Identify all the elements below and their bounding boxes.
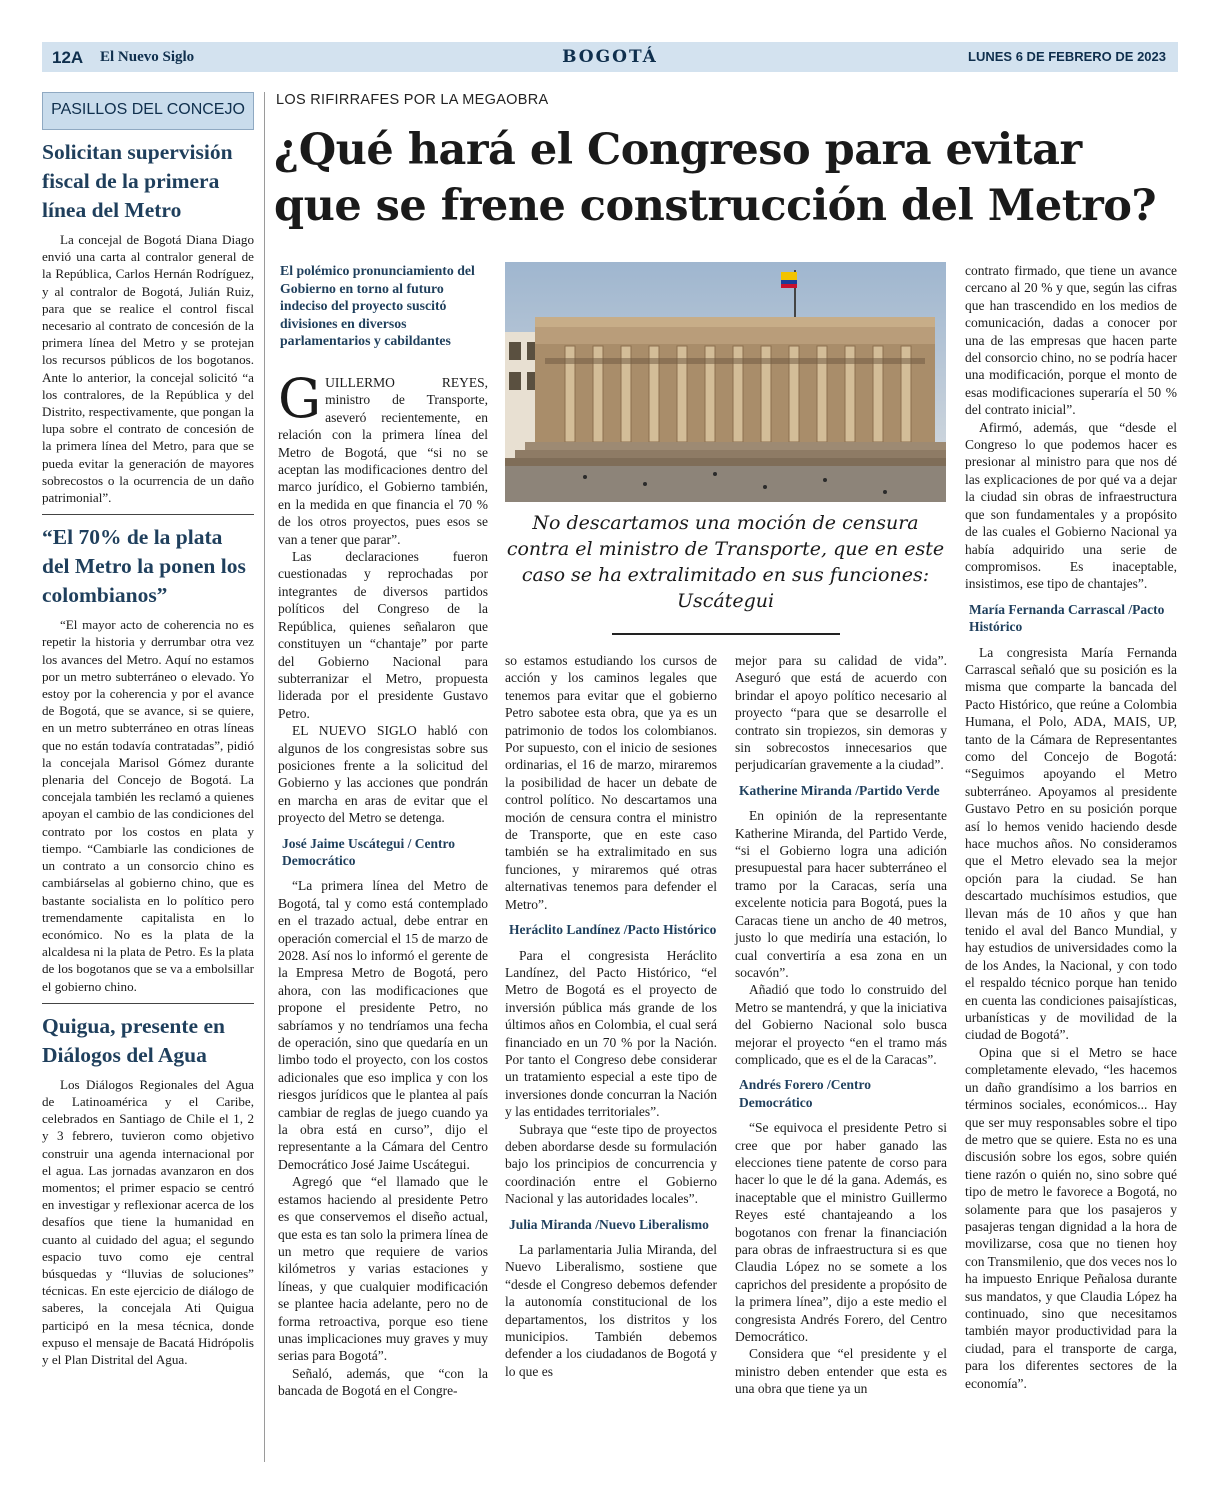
sidebar-body: La concejal de Bogotá Diana Diago envió una carta al contralor general de la República, Carlos Hernán Rodríguez, y al contralor de Bogotá, Julián Ruiz, para que se realice el control fiscal necesario al contrato de concesión de la primera línea del Metro y se protejan los recursos públicos de los bogotanos. Ante lo anterior, la concejal solicitó “a los contralores, de la República y del Distrito, respectivamente, que pongan la lupa sobre el contrato de concesión de la primera línea del Metro, para que se pueda evitar la generación de mayores sobrecostos o la ocurrencia de un daño patrimonial”. bbox=[42, 232, 254, 506]
sidebar-tag: PASILLOS DEL CONCEJO bbox=[42, 92, 254, 130]
paragraph: Señaló, además, que “con la bancada de Bogotá en el Congre- bbox=[278, 1365, 488, 1399]
capitolio-photo bbox=[505, 262, 946, 502]
subhead: María Fernanda Carrascal /Pacto Histórico bbox=[969, 601, 1165, 635]
article-column-4 bbox=[965, 262, 1177, 1392]
sidebar bbox=[42, 92, 254, 1368]
paper-name: El Nuevo Siglo bbox=[100, 49, 195, 65]
paragraph: La parlamentaria Julia Miranda, del Nuevo Liberalismo, sostiene que “desde el Congreso debemos defender la autonomía constitucional de los departamentos, los distritos y los municipios. También debemos defender a los ciudadanos de Bogotá y lo que es bbox=[505, 1242, 717, 1379]
paragraph: so estamos estudiando los cursos de acción y los caminos legales que tenemos para evitar que el gobierno Petro sabotee esta obra, que ya es un patrimonio de todos los colombianos. Por supuesto, con el inicio de sesiones ordinarias, el 16 de marzo, miraremos la posibilidad de hacer un debate de control político. No descartamos una moción de censura contra el ministro de Transporte, que en este caso también se ha extralimitado en sus funciones, y miraremos qué otras alternativas tenemos para defender el Metro”. bbox=[505, 653, 717, 912]
paragraph: Las declaraciones fueron cuestionadas y reprochadas por integrantes de diversos partidos políticos del Congreso de la República, quienes señalaron que constituyen un “chantaje” por parte del Gobierno Nacional para subterranizar el Metro, propuesta liderada por el presidente Gustavo Petro. bbox=[278, 549, 488, 721]
sidebar-divider bbox=[42, 1003, 254, 1004]
article-deck: El polémico pronunciamiento del Gobierno en torno al futuro indeciso del proyecto suscitó divisiones en diversos parlamentarios y cabildantes bbox=[280, 263, 475, 348]
subhead: José Jaime Uscátegui / Centro Democrático bbox=[282, 835, 455, 868]
paragraph: contrato firmado, que tiene un avance cercano al 20 % y que, según las cifras que han trascendido en los medios de comunicación, dadas a conocer por una de las empresas que hacen parte del consorcio chino, no se podría hacer una modificación, porque el monto de esas modificaciones superaría el 50 % del contrato inicial”. bbox=[965, 263, 1177, 418]
pull-quote-rule bbox=[612, 633, 840, 635]
subhead: Andrés Forero /Centro Democrático bbox=[739, 1077, 871, 1110]
paragraph: Afirmó, además, que “desde el Congreso lo que podemos hacer es presionar al ministro para que nos dé las explicaciones de por qué va a dejar la ciudad sin obras de infraestructura que son fundamentales y a propósito de las cuales el Gobierno Nacional ya había adquirido una serie de compromisos. Es inaceptable, insistimos, ese tipo de chantajes”. bbox=[965, 419, 1177, 592]
paragraph: UILLERMO REYES, ministro de Transporte, aseveró recientemente, en relación con la primera línea del Metro de Bogotá, que “si no se aceptan las modificaciones dentro del marco jurídico, el Gobierno también, en la medida en que financia el 70 % de los otros proyectos, pues esos se van a tener que parar”. bbox=[278, 375, 488, 547]
paragraph: La congresista María Fernanda Carrascal señaló que su posición es la misma que comparte la bancada del Pacto Histórico, que reúne a Colombia Humana, el Polo, ADA, MAIS, UP, tanto de la Cámara de Representantes como del Concejo de Bogotá: “Seguimos apoyando el Metro subterráneo. Apoyamos al presidente Gustavo Petro en su posición porque así lo hemos venido haciendo desde hace muchos años. No consideramos que el Metro elevado sea la mejor opción para la ciudad. Se han descartado muchísimos estudios, que llevan más de 10 años y que han tenido el aval del Banco Mundial, y hay estudios de universidades como la de los Andes, la Nacional, y con todo el respaldo técnico porque han tenido en cuenta las condiciones paisajísticas, urbanísticas y de movilidad de la ciudad de Bogotá”. bbox=[965, 644, 1177, 1043]
drop-cap: G bbox=[278, 367, 322, 430]
article-column-3 bbox=[735, 652, 947, 1398]
paragraph: Opina que si el Metro se hace completamente elevado, “les hacemos un daño grandísimo a los barrios en términos sociales, económicos... Hay que ser muy responsables sobre el tipo de metro que se quiere. Esta no es una discusión sobre los egos, sobre quién tiene razón o quién no, sino sobre qué tipo de metro le favorece a Bogotá, no solamente para que los pasajeros y pasajeras tengan dignidad a la hora de movilizarse, cosa que no tienen hoy con Transmilenio, que dos veces nos lo ha impuesto Enrique Peñalosa durante sus mandatos, y que Claudia López ha continuado, sino que necesitamos también mayor productividad para la ciudad, para el transporte de carga, para los diferentes sectores de la economía”. bbox=[965, 1044, 1177, 1391]
sidebar-headline: “El 70% de la plata del Metro la ponen los colombianos” bbox=[42, 525, 246, 608]
article-column-2 bbox=[505, 652, 717, 1380]
sidebar-headline: Solicitan supervisión fiscal de la primera línea del Metro bbox=[42, 140, 233, 222]
section-title: BOGOTÁ bbox=[562, 47, 658, 67]
pull-quote: No descartamos una moción de censura contra el ministro de Transporte, que en este caso se ha extralimitado en sus funciones: Uscátegui bbox=[506, 512, 945, 612]
article-column-1 bbox=[278, 367, 488, 1400]
paragraph: “La primera línea del Metro de Bogotá, tal y como está contemplado en el trazado actual, debe entrar en operación comercial el 15 de marzo de 2028. Así nos lo informó el gerente de la Empresa Metro de Bogotá, pero ahora, con las modificaciones que propone el presidente Petro, no sabríamos y no tendríamos una fecha de operación, sino que quedaría en un limbo todo el proyecto, con los costos adicionales que eso implica y con los riesgos jurídicos que le plantea al país cambiar de reglas de juego cuando ya la obra está en curso”, dijo el representante a la Cámara del Centro Democrático José Jaime Uscátegui. bbox=[278, 878, 488, 1172]
article-kicker: LOS RIFIRRAFES POR LA MEGAOBRA bbox=[276, 92, 549, 108]
issue-date: LUNES 6 DE FEBRERO DE 2023 bbox=[968, 49, 1166, 64]
paragraph: “Se equivoca el presidente Petro si cree que por haber ganado las elecciones tiene patente de corso para hacer lo que le dé la gana. Además, es inaceptable que el ministro Guillermo Reyes esté chantajeando a los bogotanos con frenar la financiación para obras de infraestructura si es que Claudia López no se somete a los caprichos del presidente a propósito de la primera línea”, dijo a este medio el congresista Andrés Forero, del Centro Democrático. bbox=[735, 1120, 947, 1345]
paragraph: En opinión de la representante Katherine Miranda, del Partido Verde, “si el Gobierno logra una adición presupuestal para hacer subterráneo el tramo por la Caracas, sería una excelente noticia para Bogotá, pues la Caracas tiene un ancho de 40 metros, justo lo que mediría una estación, lo cual convertiría a esa zona en un socavón”. bbox=[735, 808, 947, 980]
sidebar-body: “El mayor acto de coherencia no es repetir la historia y derrumbar otra vez los avances del Metro. Aquí no estamos por un metro subterráneo o elevado. Yo estoy por la coherencia y por el avance de Bogotá, que se avance, si se quiere, en un metro subterráneo en otras líneas que no están todavía contratadas”, pidió la concejala Marisol Gómez durante plenaria del Concejo de Bogotá. La concejala también les reclamó a quienes apoyan el cambio de las condiciones del contrato por los costos en plata y tiempo. “Cambiarle las condiciones de un contrato a un consorcio chino es cambiárselas al gobierno chino, que es bastante socialista en lo político pero tremendamente capitalista en lo económico. No es la plata de la alcaldesa ni la plata de Petro. Es la plata de los bogotanos que se va a embolsillar el gobierno chino. bbox=[42, 617, 254, 994]
paragraph: EL NUEVO SIGLO habló con algunos de los congresistas sobre sus posiciones frente a la solicitud del Gobierno y las acciones que pondrán en marcha en aras de evitar que el proyecto del Metro se detenga. bbox=[278, 723, 488, 826]
building-illustration bbox=[505, 262, 946, 502]
paragraph: Añadió que todo lo construido del Metro se mantendrá, y que la iniciativa del Gobierno Nacional solo busca mejorar el proyecto “en el tramo más complicado, que es el de la Caracas”. bbox=[735, 982, 947, 1067]
subhead: Heráclito Landínez /Pacto Histórico bbox=[509, 922, 717, 938]
sidebar-divider bbox=[42, 514, 254, 515]
paragraph: Considera que “el presidente y el ministro deben entender que esta es una obra que tiene ya un bbox=[735, 1346, 947, 1397]
paragraph: Para el congresista Heráclito Landínez, del Pacto Histórico, “el Metro de Bogotá es el proyecto de inversión pública más grande de los últimos años en Colombia, el cual será financiado en un 70 % por la Nación. Por tanto el Congreso debe considerar un tratamiento especial a este tipo de inversiones donde concurran la Nación y las entidades territoriales”. bbox=[505, 947, 717, 1120]
column-divider bbox=[264, 92, 265, 1462]
paragraph: Agregó que “el llamado que le estamos haciendo al presidente Petro es que conservemos el diseño actual, que esta es tan solo la primera línea de un metro que requiere de varios kilómetros y varias estaciones y líneas, y que cualquier modificación se plantee hacia adelante, pero no de forma retroactiva, porque eso tiene unas implicaciones muy graves y muy serias para Bogotá”. bbox=[278, 1174, 488, 1364]
page-number: 12A bbox=[52, 48, 84, 67]
article-headline: ¿Qué hará el Congreso para evitar que se frene construcción del Metro? bbox=[274, 125, 1157, 231]
sidebar-body: Los Diálogos Regionales del Agua de Latinoamérica y el Caribe, celebrados en Santiago de Chile el 1, 2 y 3 febrero, tuvieron como objetivo construir una agenda internacional por el agua. Las jornadas avanzaron en dos momentos; el primer espacio se centró en investigar y reflexionar acerca de los desafíos que tiene la humanidad en cuanto al cuidado del agua; el segundo espacio tuvo como eje central búsquedas y “lluvias de soluciones” técnicas. En este ejercicio de diálogo de saberes, la concejala Ati Quigua participó en la mesa técnica, donde expuso el mensaje de Bacatá Hidrópolis y el Plan Distrital del Agua. bbox=[42, 1076, 254, 1367]
subhead: Katherine Miranda /Partido Verde bbox=[739, 782, 940, 798]
paragraph: mejor para su calidad de vida”. Aseguró que está de acuerdo con brindar el apoyo político necesario al proyecto “para que se desarrolle el contrato sin tropiezos, sin demoras y sin sobrecostos innecesarios que perjudicarían gravemente a la ciudad”. bbox=[735, 653, 947, 773]
page-header bbox=[42, 42, 1178, 72]
subhead: Julia Miranda /Nuevo Liberalismo bbox=[509, 1216, 709, 1232]
sidebar-headline: Quigua, presente en Diálogos del Agua bbox=[42, 1013, 225, 1067]
paragraph: Subraya que “este tipo de proyectos deben abordarse desde su formulación bajo los principios de concurrencia y coordinación entre el Gobierno Nacional y las autoridades locales”. bbox=[505, 1121, 717, 1207]
